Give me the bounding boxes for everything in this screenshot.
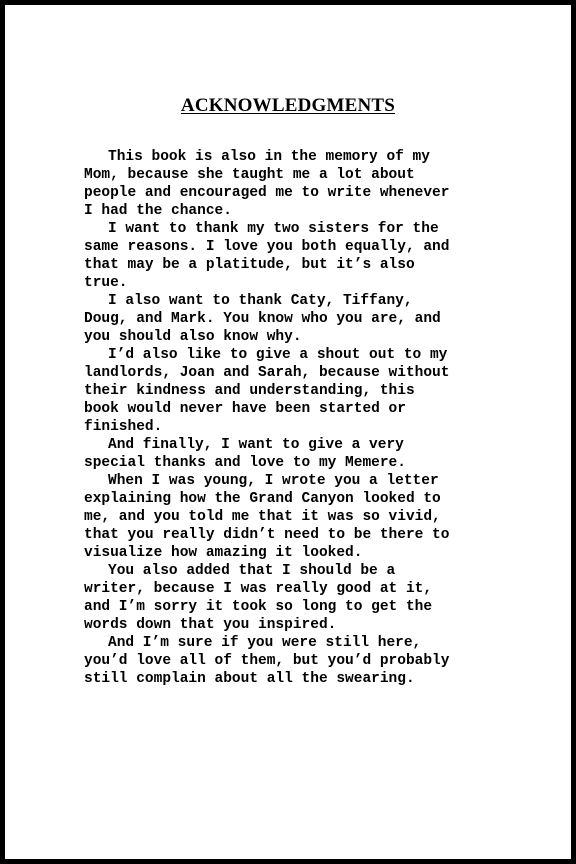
paragraph-1: This book is also in the memory of my Mom, because she taught me a lot about people and encouraged me to write whenever I had the chance. (84, 149, 450, 219)
paragraph-4: I’d also like to give a shout out to my landlords, Joan and Sarah, because without their kindness and understanding, this book would never have been started or finished. (84, 347, 450, 435)
paragraph-2: I want to thank my two sisters for the same reasons. I love you both equally, and that may be a platitude, but it’s also true. (84, 221, 450, 291)
paragraph-5: And finally, I want to give a very special thanks and love to my Memere. (84, 437, 406, 471)
paragraph-6: When I was young, I wrote you a letter explaining how the Grand Canyon looked to me, and you told me that it was so vivid, that you really didn’t need to be there to visualize how amazing it looked. (84, 473, 450, 561)
paragraph-8: And I’m sure if you were still here, you’d love all of them, but you’d probably still complain about all the swearing. (84, 635, 450, 687)
paragraph-7: You also added that I should be a writer, because I was really good at it, and I’m sorry it took so long to get the words down that you inspired. (84, 563, 433, 633)
acknowledgments-body (84, 148, 514, 688)
page-title: ACKNOWLEDGMENTS (180, 95, 396, 116)
paragraph-3: I also want to thank Caty, Tiffany, Doug, and Mark. You know who you are, and you should also know why. (84, 293, 441, 345)
